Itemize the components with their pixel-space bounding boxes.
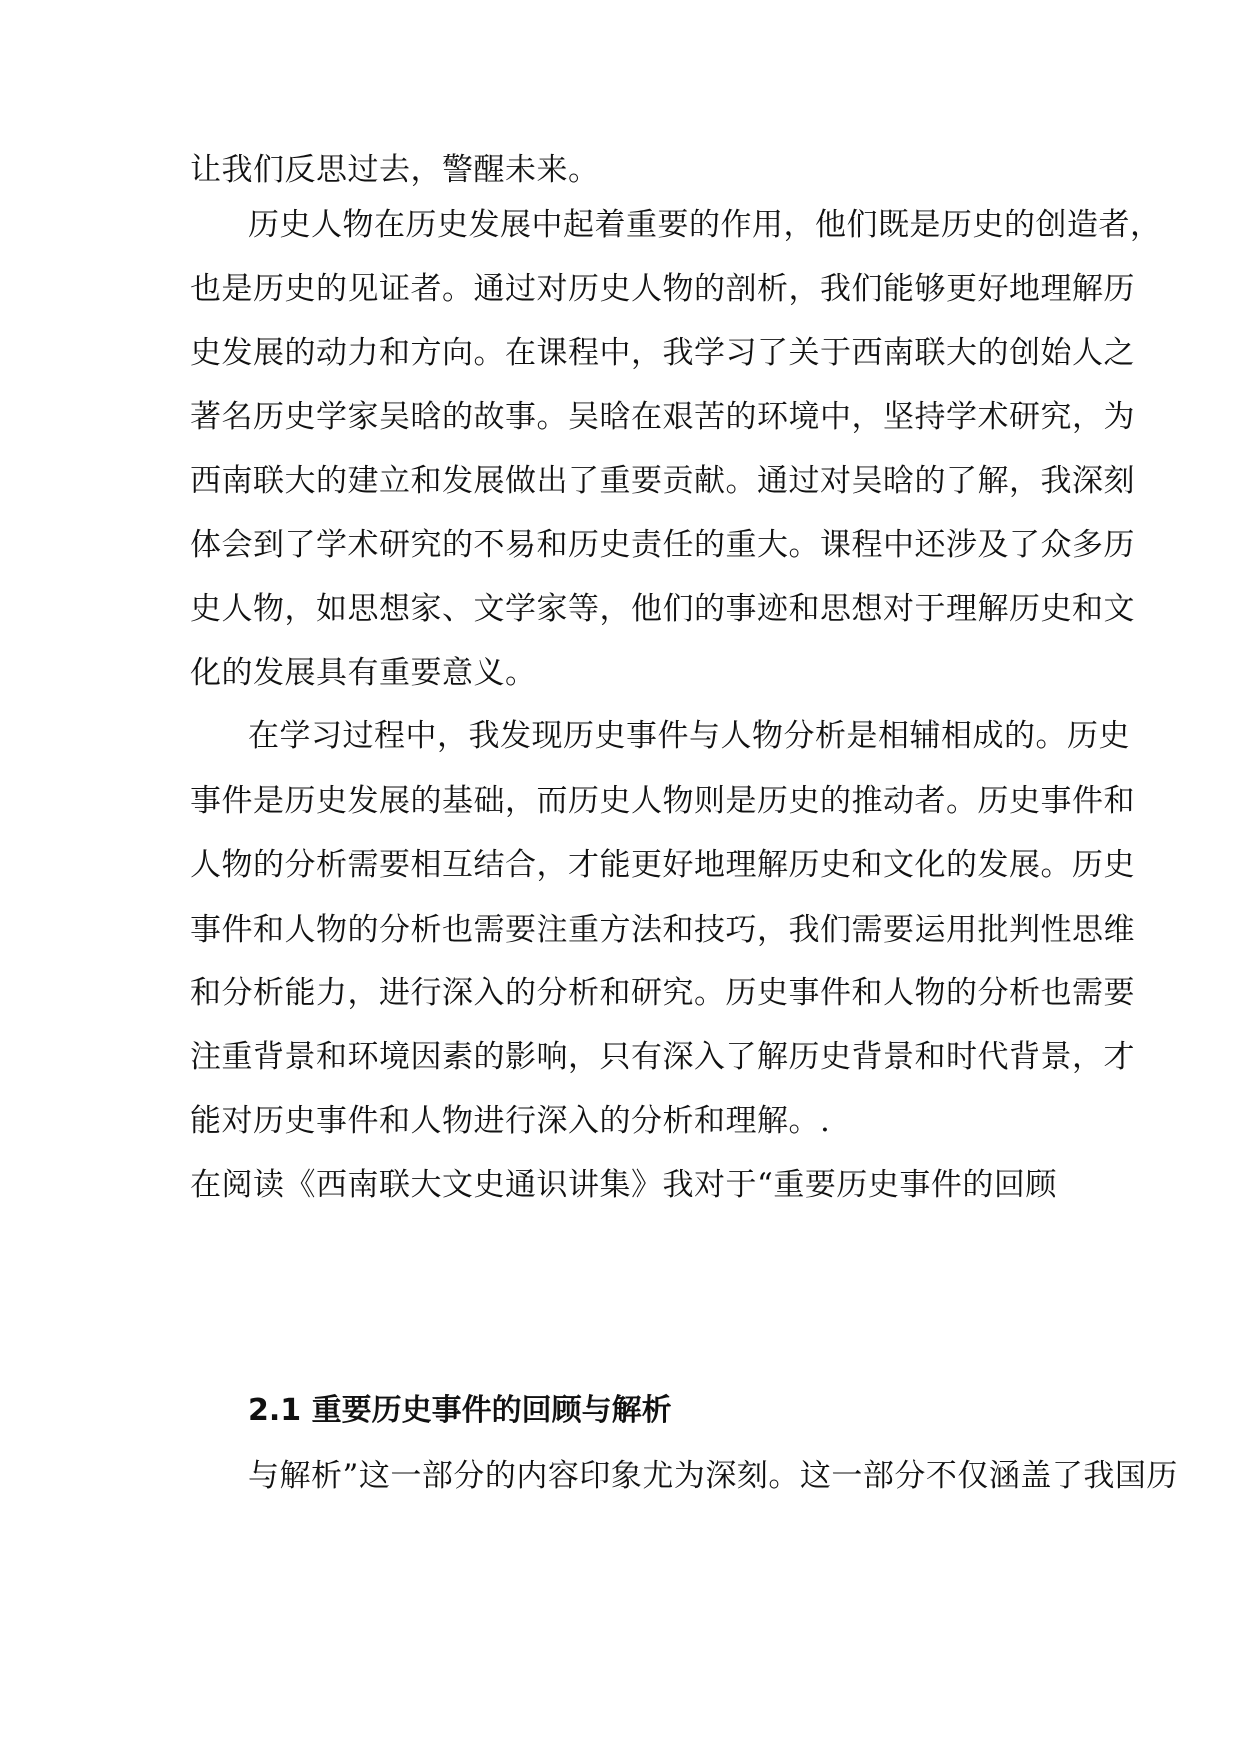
- text-line: 和分析能力，进行深入的分析和研究。历史事件和人物的分析也需要: [190, 975, 1135, 1011]
- text-line: 事件和人物的分析也需要注重方法和技巧，我们需要运用批判性思维: [190, 912, 1135, 948]
- text-line: 人物的分析需要相互结合，才能更好地理解历史和文化的发展。历史: [190, 847, 1135, 883]
- text-line: 让我们反思过去，警醒未来。: [190, 152, 600, 188]
- text-line: 体会到了学术研究的不易和历史责任的重大。课程中还涉及了众多历: [190, 527, 1135, 563]
- text-line: 在阅读《西南联大文史通识讲集》我对于“重要历史事件的回顾: [190, 1167, 1057, 1203]
- paragraph-first-line: 与解析”这一部分的内容印象尤为深刻。这一部分不仅涵盖了我国历: [248, 1458, 1178, 1494]
- text-line: [190, 1515, 1060, 1565]
- text-line: 注重背景和环境因素的影响，只有深入了解历史背景和时代背景，才: [190, 1039, 1135, 1075]
- text-line: 也是历史的见证者。通过对历史人物的剖析，我们能够更好地理解历: [190, 271, 1135, 307]
- text-line: 事件是历史发展的基础，而历史人物则是历史的推动者。历史事件和: [190, 783, 1135, 819]
- paragraph-first-line: 在学习过程中，我发现历史事件与人物分析是相辅相成的。历史: [248, 718, 1130, 754]
- text-line: 能对历史事件和人物进行深入的分析和理解。.: [190, 1103, 831, 1139]
- paragraph-first-line: 历史人物在历史发展中起着重要的作用，他们既是历史的创造者，: [248, 207, 1162, 243]
- text-line: 化的发展具有重要意义。: [190, 655, 537, 691]
- text-line: 史发展的动力和方向。在课程中，我学习了关于西南联大的创始人之: [190, 335, 1135, 371]
- text-line: 史人物，如思想家、文学家等，他们的事迹和思想对于理解历史和文: [190, 591, 1135, 627]
- section-heading: 2.1 重要历史事件的回顾与解析: [248, 1393, 672, 1428]
- text-line: 著名历史学家吴晗的故事。吴晗在艰苦的环境中，坚持学术研究，为: [190, 399, 1135, 435]
- text-line: 西南联大的建立和发展做出了重要贡献。通过对吴晗的了解，我深刻: [190, 463, 1135, 499]
